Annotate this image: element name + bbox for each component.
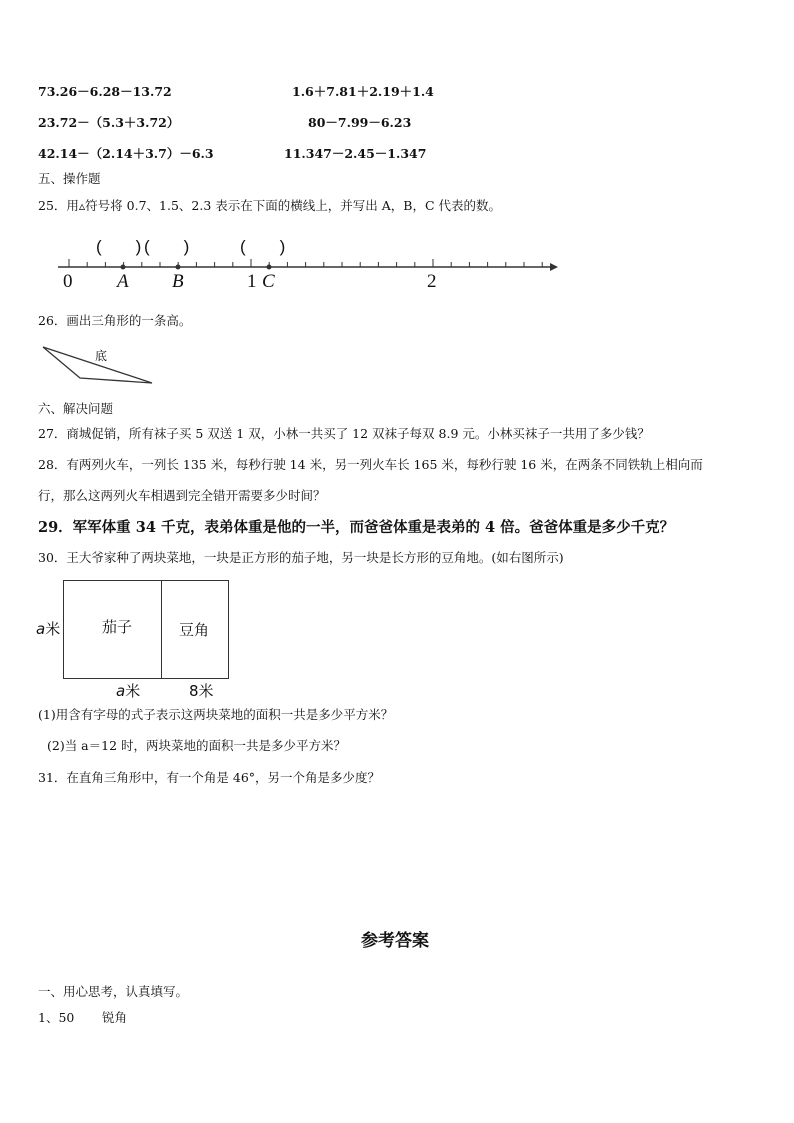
answer-paren-c: ( ) — [240, 237, 286, 256]
point-c-dot — [267, 265, 272, 270]
question-30-sub2: (2)当 a＝12 时，两块菜地的面积一共是多少平方米？ — [47, 738, 347, 753]
eggplant-label: 茄子 — [102, 618, 133, 636]
bean-label: 豆角 — [179, 621, 210, 639]
side-length-label — [36, 618, 60, 639]
triangle-figure — [40, 343, 156, 388]
calc-3-left: 42.14－（2.14＋3.7）－6.3 — [38, 146, 214, 161]
calc-2-right: 80－7.99－6.23 — [308, 115, 412, 130]
section6-heading: 六、解决问题 — [38, 401, 114, 416]
bottom-8-label: 8米 — [189, 682, 214, 700]
label-1: 1 — [247, 271, 257, 292]
answer-title: 参考答案 — [361, 931, 429, 951]
calc-3-right: 11.347－2.45－1.347 — [284, 146, 427, 161]
calc-2-left: 23.72－（5.3＋3.72） — [38, 115, 180, 130]
calc-1-left: 73.26－6.28－13.72 — [38, 84, 172, 99]
calc-1-right: 1.6＋7.81＋2.19＋1.4 — [292, 84, 434, 99]
answer-paren-a: ( ) — [96, 237, 142, 256]
point-a-dot — [121, 265, 126, 270]
answer-paren-b: ( ) — [144, 237, 190, 256]
question-25: 25．用▵符号将 0.7、1.5、2.3 表示在下面的横线上，并写出 A，B，C 代表的数。 — [38, 198, 501, 213]
side-unit: 米 — [45, 620, 61, 638]
question-29: 29．军军体重 34 千克，表弟体重是他的一半，而爸爸体重是表弟的 4 倍。爸爸体重是多少千克？ — [38, 519, 675, 536]
question-26: 26．画出三角形的一条高。 — [38, 313, 192, 328]
question-31: 31．在直角三角形中，有一个角是 46°，另一个角是多少度？ — [38, 770, 381, 785]
label-2: 2 — [427, 271, 437, 292]
question-30: 30．王大爷家种了两块菜地，一块是正方形的茄子地，另一块是长方形的豆角地。(如右图所示) — [38, 550, 564, 565]
label-0: 0 — [63, 271, 73, 292]
answer-section1: 一、用心思考，认真填写。 — [38, 984, 189, 999]
triangle-base-label: 底 — [95, 349, 108, 363]
label-b: B — [172, 271, 184, 292]
number-line-arrow — [550, 263, 558, 271]
number-line-ticks — [69, 259, 542, 267]
answer-1-text: 锐角 — [102, 1010, 128, 1025]
bottom-var: a — [116, 682, 126, 700]
bottom-unit: 米 — [125, 682, 141, 700]
side-var: a — [36, 620, 46, 638]
question-28-line1: 28．有两列火车，一列长 135 米，每秒行驶 14 米，另一列火车长 165 米，每秒行驶 16 米，在两条不同铁轨上相向而 — [38, 457, 703, 472]
question-28-line2: 行，那么这两列火车相遇到完全错开需要多少时间？ — [38, 488, 326, 503]
question-30-sub1: (1)用含有字母的式子表示这两块菜地的面积一共是多少平方米？ — [38, 707, 394, 722]
label-c: C — [262, 271, 275, 292]
point-b-dot — [176, 265, 181, 270]
answer-1-number: 1、50 — [38, 1010, 75, 1025]
bottom-a-label — [116, 680, 140, 701]
label-a: A — [117, 271, 129, 292]
section5-heading: 五、操作题 — [38, 171, 101, 186]
garden-figure — [36, 578, 236, 700]
question-27: 27．商城促销，所有袜子买 5 双送 1 双，小林一共买了 12 双袜子每双 8.9 元。小林买袜子一共用了多少钱？ — [38, 426, 650, 441]
number-line-figure — [50, 228, 560, 294]
garden-divider — [161, 580, 162, 679]
